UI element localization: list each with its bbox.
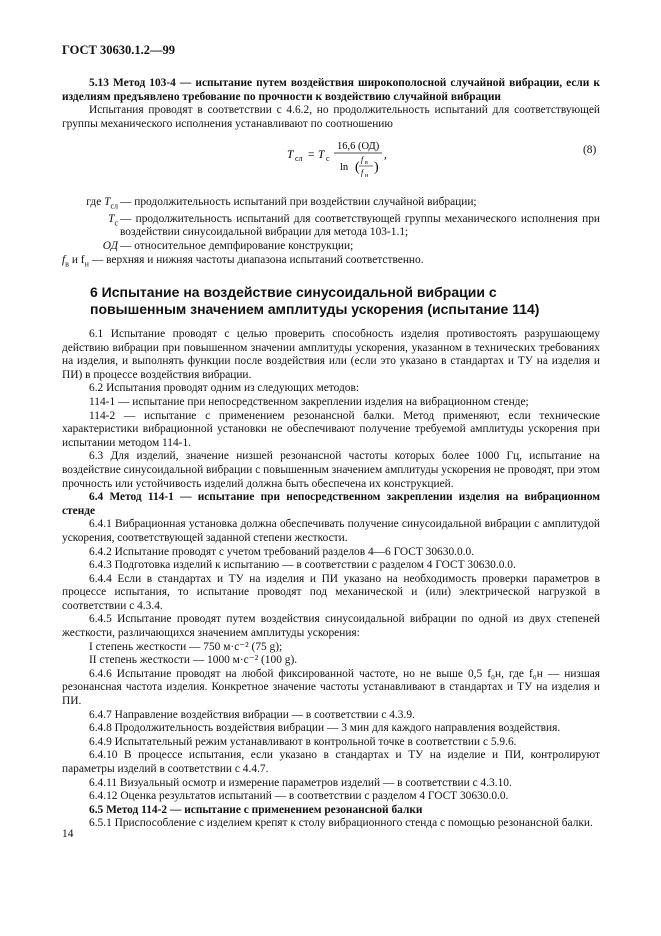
formula-fn-sub: н bbox=[365, 173, 369, 179]
definition-row bbox=[62, 196, 600, 213]
definition-text: — относительное демпфирование конструкции; bbox=[120, 240, 354, 253]
paragraph: 6.4.1 Вибрационная установка должна обеспечивать получение синусоидальной вибрации с амплитудой ускорения, соответствующей заданной степени жесткости. bbox=[62, 518, 600, 544]
formula-8 bbox=[287, 137, 607, 187]
definition-symbol: $T_с$ bbox=[108, 212, 118, 228]
paragraph: I степень жесткости — 750 м·с⁻² (75 g); bbox=[89, 640, 283, 653]
formula-definitions bbox=[62, 196, 600, 271]
definition-row bbox=[62, 254, 600, 271]
formula-rparen: ) bbox=[374, 160, 379, 175]
section-6-body bbox=[62, 328, 600, 831]
paragraph: 6.3 Для изделий, значение низшей резонансной частоты которых более 1000 Гц, испытание на воздействие синусоидальной вибрации с повышенным значением амплитуды ускорения не проводят, при этом прочность или устойчивость изделий должна быть обеспечена их конструкцией. bbox=[62, 450, 600, 490]
subsection-heading: 6.4 Метод 114-1 — испытание при непосредственном закреплении изделия на вибрационном стенде bbox=[62, 491, 600, 517]
formula-fv: f bbox=[361, 155, 364, 164]
formula-lhs-sub: сл bbox=[295, 154, 303, 163]
paragraph: 6.4.9 Испытательный режим устанавливают в контрольной точке в соответствии с 5.9.6. bbox=[89, 735, 517, 748]
formula-fv-sub: в bbox=[365, 160, 368, 166]
paragraph: 6.4.6 Испытание проводят на любой фиксированной частоте, но не выше 0,5 f₀н, где f₀н — низшая резонансная частота изделия. Конкретное значение частоты устанавливают в стандартах и ТУ на изделия и ПИ. bbox=[62, 667, 600, 708]
definition-text: — продолжительность испытаний для соответствующей группы механического исполнения при воздействии синусоидальной вибрации для метода 103-1.1; bbox=[120, 212, 600, 239]
definition-symbol: ОД bbox=[102, 240, 118, 253]
page-number: 14 bbox=[62, 828, 74, 840]
formula-t-sub: с bbox=[326, 154, 330, 163]
formula-ln: ln bbox=[340, 162, 349, 173]
paragraph: 6.4.5 Испытание проводят путем воздействия синусоидальной вибрации по одной из двух степеней жесткости, различающихся значением амплитуды ускорения: bbox=[62, 613, 600, 640]
definition-symbol: $f_в$ и $f_н$ bbox=[62, 253, 89, 268]
paragraph: 6.5.1 Приспособление с изделием крепят к столу вибрационного стенда с помощью резонансной балки. bbox=[89, 817, 593, 830]
paragraph: 6.4.8 Продолжительность воздействия вибрации — 3 мин для каждого направления воздействия. bbox=[89, 722, 561, 735]
paragraph: 6.4.10 В процессе испытания, если указано в стандартах и ТУ на изделие и ПИ, контролируют параметры изделий в соответствии с 4.4.7. bbox=[62, 749, 600, 775]
subsection-heading: 6.5 Метод 114-2 — испытание с применением резонансной балки bbox=[89, 803, 423, 816]
formula-lhs: T bbox=[287, 149, 294, 161]
definition-text: — продолжительность испытаний при воздействии случайной вибрации; bbox=[120, 196, 477, 208]
paragraph: II степень жесткости — 1000 м·с⁻² (100 g). bbox=[89, 654, 298, 667]
section-5-13-title: 5.13 Метод 103-4 — испытание путем воздействия широкополосной случайной вибрации, если к изделиям предъявлено требование по прочности к воздействию случайной вибрации bbox=[62, 77, 600, 103]
paragraph: 6.4.7 Направление воздействия вибрации — в соответствии с 4.3.9. bbox=[89, 708, 415, 721]
paragraph: 114-2 — испытание с применением резонансной балки. Метод применяют, если технические характеристики вибрационной установки не обеспечивают получение требуемой амплитуды ускорения при испытании методом 114-1. bbox=[62, 409, 600, 449]
paragraph: 6.4.4 Если в стандартах и ТУ на изделия и ПИ указано на необходимость проверки параметров в процессе испытания, то испытание проводят под механической и (или) электрической нагрузкой в соответствии с 4.3.4. bbox=[62, 572, 600, 612]
definition-text: — верхняя и нижняя частоты диапазона испытаний соответственно. bbox=[91, 253, 424, 266]
paragraph: 114-1 — испытание при непосредственном закреплении изделия на вибрационном стенде; bbox=[89, 395, 529, 408]
paragraph: 6.4.3 Подготовка изделий к испытанию — в соответствии с разделом 4 ГОСТ 30630.0.0. bbox=[89, 559, 516, 572]
formula-fn: f bbox=[361, 168, 364, 177]
formula-comma: , bbox=[384, 149, 387, 161]
section-6-heading: 6 Испытание на воздействие синусоидальной вибрации с повышенным значением амплитуды ускорения (испытание 114) bbox=[90, 284, 540, 317]
formula-number: (8) bbox=[583, 144, 597, 156]
formula-eq: = bbox=[308, 149, 315, 161]
paragraph: 6.1 Испытание проводят с целью проверить способность изделия противостоять разрушающему действию вибрации при повышенном значении амплитуды ускорения, указанном в технических требованиях на изделия, и выполнять функции после воздействия или (если это указано в стандартах и ТУ на изделия и ПИ) в процессе воздействия вибрации. bbox=[62, 328, 600, 381]
section-5-13 bbox=[62, 77, 600, 131]
definition-row bbox=[62, 240, 600, 254]
definition-row bbox=[62, 213, 600, 240]
page-header: ГОСТ 30630.1.2—99 bbox=[62, 43, 176, 57]
formula-t: T bbox=[318, 149, 325, 161]
paragraph: 6.4.12 Оценка результатов испытаний — в соответствии с разделом 4 ГОСТ 30630.0.0. bbox=[89, 790, 509, 803]
formula-numerator: 16,6 (ОД) bbox=[337, 141, 380, 152]
definition-symbol: где $T_{сл}$ bbox=[86, 196, 118, 211]
paragraph: 6.4.2 Испытание проводят с учетом требований разделов 4—6 ГОСТ 30630.0.0. bbox=[89, 545, 475, 558]
paragraph: 6.4.11 Визуальный осмотр и измерение параметров изделий — в соответствии с 4.3.10. bbox=[89, 776, 512, 789]
paragraph: 6.2 Испытания проводят одним из следующих методов: bbox=[89, 382, 359, 395]
section-5-13-paragraph: Испытания проводят в соответствии с 4.6.2, но продолжительность испытаний для соответствующей группы механического исполнения устанавливают по соотношению bbox=[62, 104, 600, 130]
formula-lparen: ( bbox=[355, 160, 360, 175]
